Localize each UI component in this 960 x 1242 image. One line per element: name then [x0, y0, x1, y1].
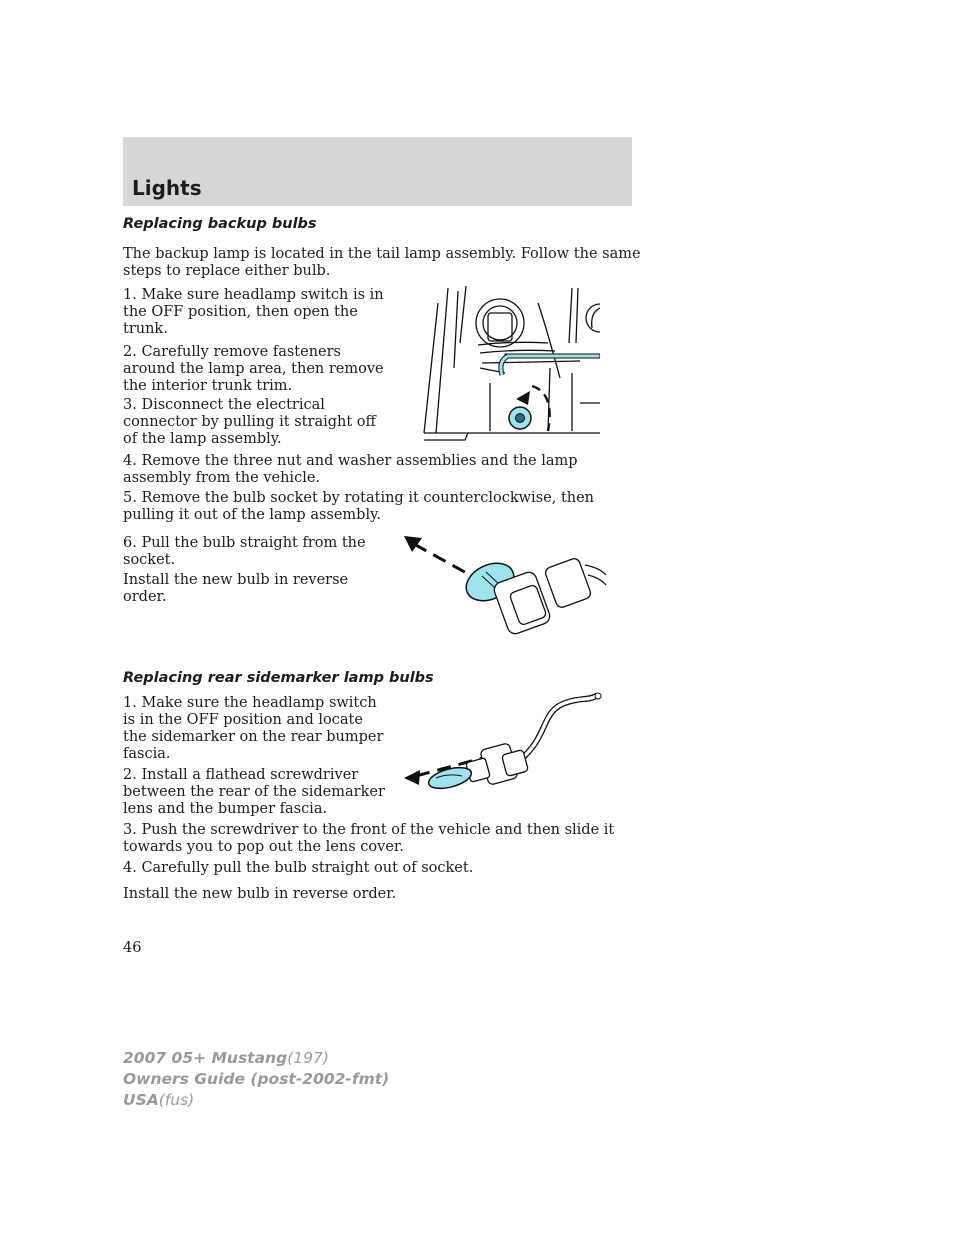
backup-install-note: Install the new bulb in reverse order. — [123, 572, 349, 605]
page-number: 46 — [123, 940, 142, 956]
backup-step-5: 5. Remove the bulb socket by rotating it counterclockwise, then pulling it out of the lamp assembly. — [123, 490, 595, 523]
backup-step-3: 3. Disconnect the electrical connector by pulling it straight off of the lamp assembly. — [123, 397, 376, 447]
section-header-band — [123, 137, 632, 206]
section-title: Lights — [132, 176, 202, 200]
footer-line-region — [123, 1090, 389, 1111]
sidemarker-step-2: 2. Install a flathead screwdriver between the rear of the sidemarker lens and the bumper fascia. — [123, 767, 385, 817]
sidemarker-bulb-illustration — [400, 690, 610, 815]
backup-step-2: 2. Carefully remove fasteners around the lamp area, then remove the interior trunk trim. — [123, 344, 384, 394]
backup-bulb-socket-illustration — [400, 530, 610, 650]
sidemarker-heading: Replacing rear sidemarker lamp bulbs — [123, 670, 434, 686]
sidemarker-step-1: 1. Make sure the headlamp switch is in the OFF position and locate the sidemarker on the rear bumper fascia. — [123, 695, 384, 762]
backup-step-4: 4. Remove the three nut and washer assemblies and the lamp assembly from the vehicle. — [123, 453, 578, 486]
backup-heading: Replacing backup bulbs — [123, 216, 317, 232]
footer-line-guide — [123, 1069, 389, 1090]
footer-guide: Owners Guide (post-2002-fmt) — [123, 1070, 390, 1088]
backup-step-6: 6. Pull the bulb straight from the socket. — [123, 535, 366, 568]
sidemarker-step-4: 4. Carefully pull the bulb straight out of socket. — [123, 860, 474, 876]
footer-model-code: (197) — [287, 1049, 329, 1067]
sidemarker-install-note: Install the new bulb in reverse order. — [123, 886, 397, 902]
tail-lamp-assembly-illustration — [420, 283, 600, 448]
document-footer — [123, 1048, 389, 1111]
sidemarker-step-3: 3. Push the screwdriver to the front of the vehicle and then slide it towards you to pop out the lens cover. — [123, 822, 615, 855]
footer-region: USA — [123, 1091, 159, 1109]
footer-line-model — [123, 1048, 389, 1069]
backup-intro: The backup lamp is located in the tail lamp assembly. Follow the same steps to replace either bulb. — [123, 246, 641, 279]
footer-model: 2007 05+ Mustang — [123, 1049, 288, 1067]
backup-step-1: 1. Make sure headlamp switch is in the OFF position, then open the trunk. — [123, 287, 384, 337]
footer-region-code: (fus) — [158, 1091, 195, 1109]
